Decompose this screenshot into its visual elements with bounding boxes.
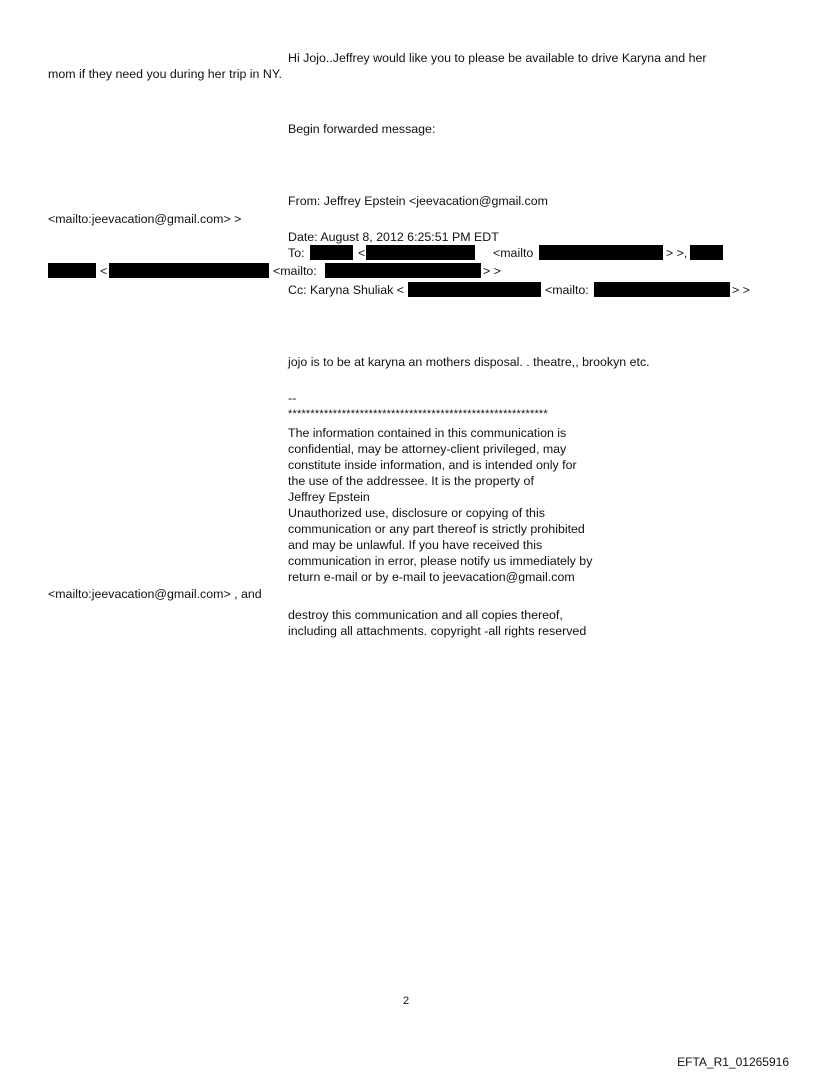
disclaimer-tail-line: including all attachments. copyright -all rights reserved xyxy=(288,624,587,638)
to2-lt: < xyxy=(100,264,108,278)
redaction-bar xyxy=(539,245,663,260)
from-line: From: Jeffrey Epstein <jeevacation@gmail.com xyxy=(288,194,548,208)
redaction-bar xyxy=(366,245,475,260)
redaction-bar xyxy=(690,245,723,260)
disclaimer-mailto: <mailto:jeevacation@gmail.com> , and xyxy=(48,587,262,601)
redaction-bar xyxy=(325,263,481,278)
page-number: 2 xyxy=(403,995,410,1007)
to-label: To: xyxy=(288,246,305,260)
disclaimer-tail-line: destroy this communication and all copies thereof, xyxy=(288,608,563,622)
to-close: > >, xyxy=(666,246,688,260)
disclaimer-line: communication in error, please notify us immediately by xyxy=(288,554,593,568)
from-mailto: <mailto:jeevacation@gmail.com> > xyxy=(48,212,242,226)
body-line: jojo is to be at karyna an mothers disposal. . theatre,, brookyn etc. xyxy=(288,355,650,369)
redaction-bar xyxy=(310,245,353,260)
disclaimer-line: return e-mail or by e-mail to jeevacation@gmail.com xyxy=(288,570,575,584)
redaction-bar xyxy=(594,282,730,297)
disclaimer-line: The information contained in this communication is xyxy=(288,426,567,440)
cc-mailto: <mailto: xyxy=(545,283,589,297)
disclaimer-line: the use of the addressee. It is the property of xyxy=(288,474,534,488)
to-lt: < xyxy=(358,246,366,260)
intro-line-1: Hi Jojo..Jeffrey would like you to please be available to drive Karyna and her xyxy=(288,51,707,65)
redaction-bar xyxy=(48,263,96,278)
cc-label: Cc: Karyna Shuliak < xyxy=(288,283,405,297)
bates-id: EFTA_R1_01265916 xyxy=(677,1055,789,1069)
disclaimer-line: constitute inside information, and is intended only for xyxy=(288,458,577,472)
disclaimer-line: communication or any part thereof is strictly prohibited xyxy=(288,522,585,536)
to2-mailto: <mailto: xyxy=(273,264,317,278)
disclaimer-line: and may be unlawful. If you have received this xyxy=(288,538,543,552)
forward-label: Begin forwarded message: xyxy=(288,122,436,136)
disclaimer-line: confidential, may be attorney-client privileged, may xyxy=(288,442,567,456)
disclaimer-line: Unauthorized use, disclosure or copying of this xyxy=(288,506,545,520)
signature-stars: ********************************************************** xyxy=(288,408,548,420)
intro-line-2: mom if they need you during her trip in NY. xyxy=(48,67,282,81)
date-line: Date: August 8, 2012 6:25:51 PM EDT xyxy=(288,230,499,244)
to-mailto: <mailto xyxy=(493,246,534,260)
redaction-bar xyxy=(109,263,269,278)
signature-dash: -- xyxy=(288,391,297,405)
disclaimer-line: Jeffrey Epstein xyxy=(288,490,370,504)
to2-close: > > xyxy=(483,264,501,278)
cc-close: > > xyxy=(732,283,750,297)
redaction-bar xyxy=(408,282,541,297)
